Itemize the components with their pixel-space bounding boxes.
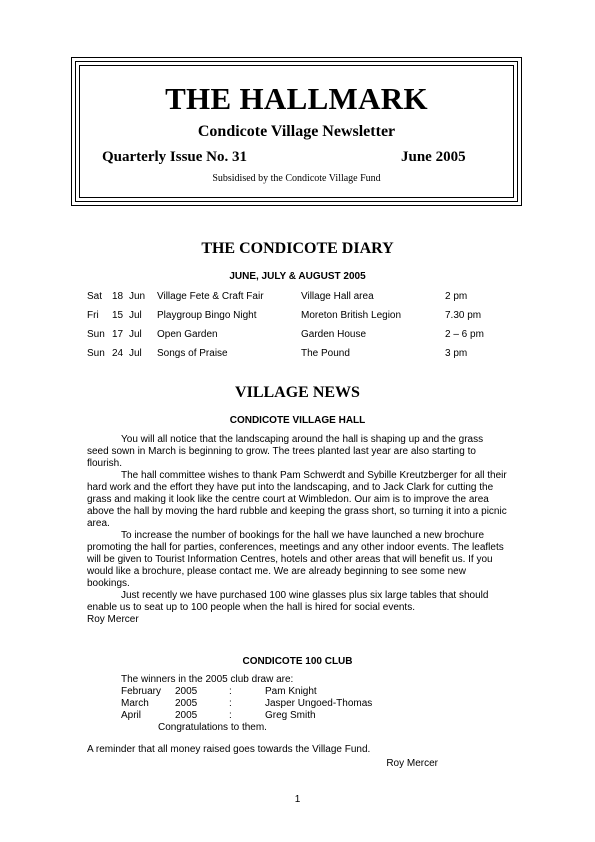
winner-year: 2005	[175, 710, 198, 721]
diary-table	[87, 291, 517, 367]
diary-day: Sat	[87, 291, 103, 302]
diary-month: Jun	[129, 291, 146, 302]
diary-row	[87, 291, 517, 310]
diary-month: Jul	[129, 310, 142, 321]
winner-month: February	[121, 686, 162, 697]
article-paragraph: Just recently we have purchased 100 wine glasses plus six large tables that should enable us to seat up to 100 people when the hall is hired for social events.	[87, 590, 489, 613]
page-number: 1	[294, 794, 301, 805]
article-paragraph: To increase the number of bookings for the hall we have launched a new brochure promoting the hall for parties, conferences, meetings and any other indoor events. The leaflets will be given to Tourist Information Centres, hotels and other areas that will benefit us. If you would like a brochure, please contact me. We are already beginning to see some new bookings.	[87, 530, 504, 589]
diary-event: Playgroup Bingo Night	[157, 310, 257, 321]
diary-date: 24	[112, 348, 124, 359]
club-results	[121, 674, 451, 734]
article-signature: Roy Mercer	[87, 614, 139, 625]
hall-article	[87, 434, 507, 626]
diary-time: 3 pm	[445, 348, 468, 359]
diary-venue: The Pound	[301, 348, 350, 359]
diary-day: Sun	[87, 348, 105, 359]
winner-year: 2005	[175, 686, 198, 697]
issue-date: June 2005	[401, 149, 466, 165]
hall-heading: CONDICOTE VILLAGE HALL	[229, 415, 366, 426]
diary-row	[87, 329, 517, 348]
newsletter-subtitle: Condicote Village Newsletter	[197, 123, 396, 140]
news-heading: VILLAGE NEWS	[235, 384, 360, 401]
winner-separator: :	[229, 710, 232, 721]
diary-row	[87, 310, 517, 329]
diary-venue: Village Hall area	[301, 291, 374, 302]
club-reminder: A reminder that all money raised goes towards the Village Fund.	[87, 744, 371, 755]
diary-subheading: JUNE, JULY & AUGUST 2005	[229, 271, 366, 282]
newsletter-title: THE HALLMARK	[165, 81, 428, 116]
funding-note: Subsidised by the Condicote Village Fund	[212, 173, 381, 184]
club-signature: Roy Mercer	[386, 758, 438, 769]
diary-date: 17	[112, 329, 124, 340]
winner-name: Greg Smith	[265, 710, 316, 721]
diary-month: Jul	[129, 348, 142, 359]
club-heading: CONDICOTE 100 CLUB	[242, 656, 353, 667]
diary-time: 7.30 pm	[445, 310, 482, 321]
diary-row	[87, 348, 517, 367]
winner-name: Pam Knight	[265, 686, 317, 697]
diary-heading: THE CONDICOTE DIARY	[201, 240, 394, 257]
masthead-inner	[79, 65, 514, 198]
diary-date: 18	[112, 291, 124, 302]
diary-day: Fri	[87, 310, 99, 321]
diary-month: Jul	[129, 329, 142, 340]
club-congratulations: Congratulations to them.	[158, 722, 267, 733]
masthead-box	[71, 57, 522, 206]
diary-event: Open Garden	[157, 329, 218, 340]
issue-number: Quarterly Issue No. 31	[102, 149, 247, 165]
diary-event: Songs of Praise	[157, 348, 228, 359]
winner-month: April	[121, 710, 142, 721]
winner-year: 2005	[175, 698, 198, 709]
masthead-border	[75, 61, 518, 202]
diary-venue: Moreton British Legion	[301, 310, 402, 321]
winner-separator: :	[229, 686, 232, 697]
article-paragraph: You will all notice that the landscaping around the hall is shaping up and the grass seed sown in March is beginning to grow. The trees planted last year are also starting to flourish.	[87, 434, 484, 469]
article-paragraph: The hall committee wishes to thank Pam Schwerdt and Sybille Kreutzberger for all their hard work and the effort they have put into the landscaping, and to Jack Clark for cutting the grass and making it look like the centre court at Wimbledon. Our aim is to improve the area above the hall by moving the hard rubble and keeping the grass short, so turning it into a picnic area.	[87, 470, 507, 529]
diary-event: Village Fete & Craft Fair	[157, 291, 264, 302]
winner-row	[121, 698, 451, 710]
diary-venue: Garden House	[301, 329, 367, 340]
winner-month: March	[121, 698, 149, 709]
diary-time: 2 pm	[445, 291, 468, 302]
diary-time: 2 – 6 pm	[445, 329, 484, 340]
diary-day: Sun	[87, 329, 105, 340]
winner-name: Jasper Ungoed-Thomas	[265, 698, 373, 709]
winner-row	[121, 710, 451, 722]
winner-separator: :	[229, 698, 232, 709]
club-intro: The winners in the 2005 club draw are:	[121, 674, 294, 685]
winner-row	[121, 686, 451, 698]
diary-date: 15	[112, 310, 124, 321]
